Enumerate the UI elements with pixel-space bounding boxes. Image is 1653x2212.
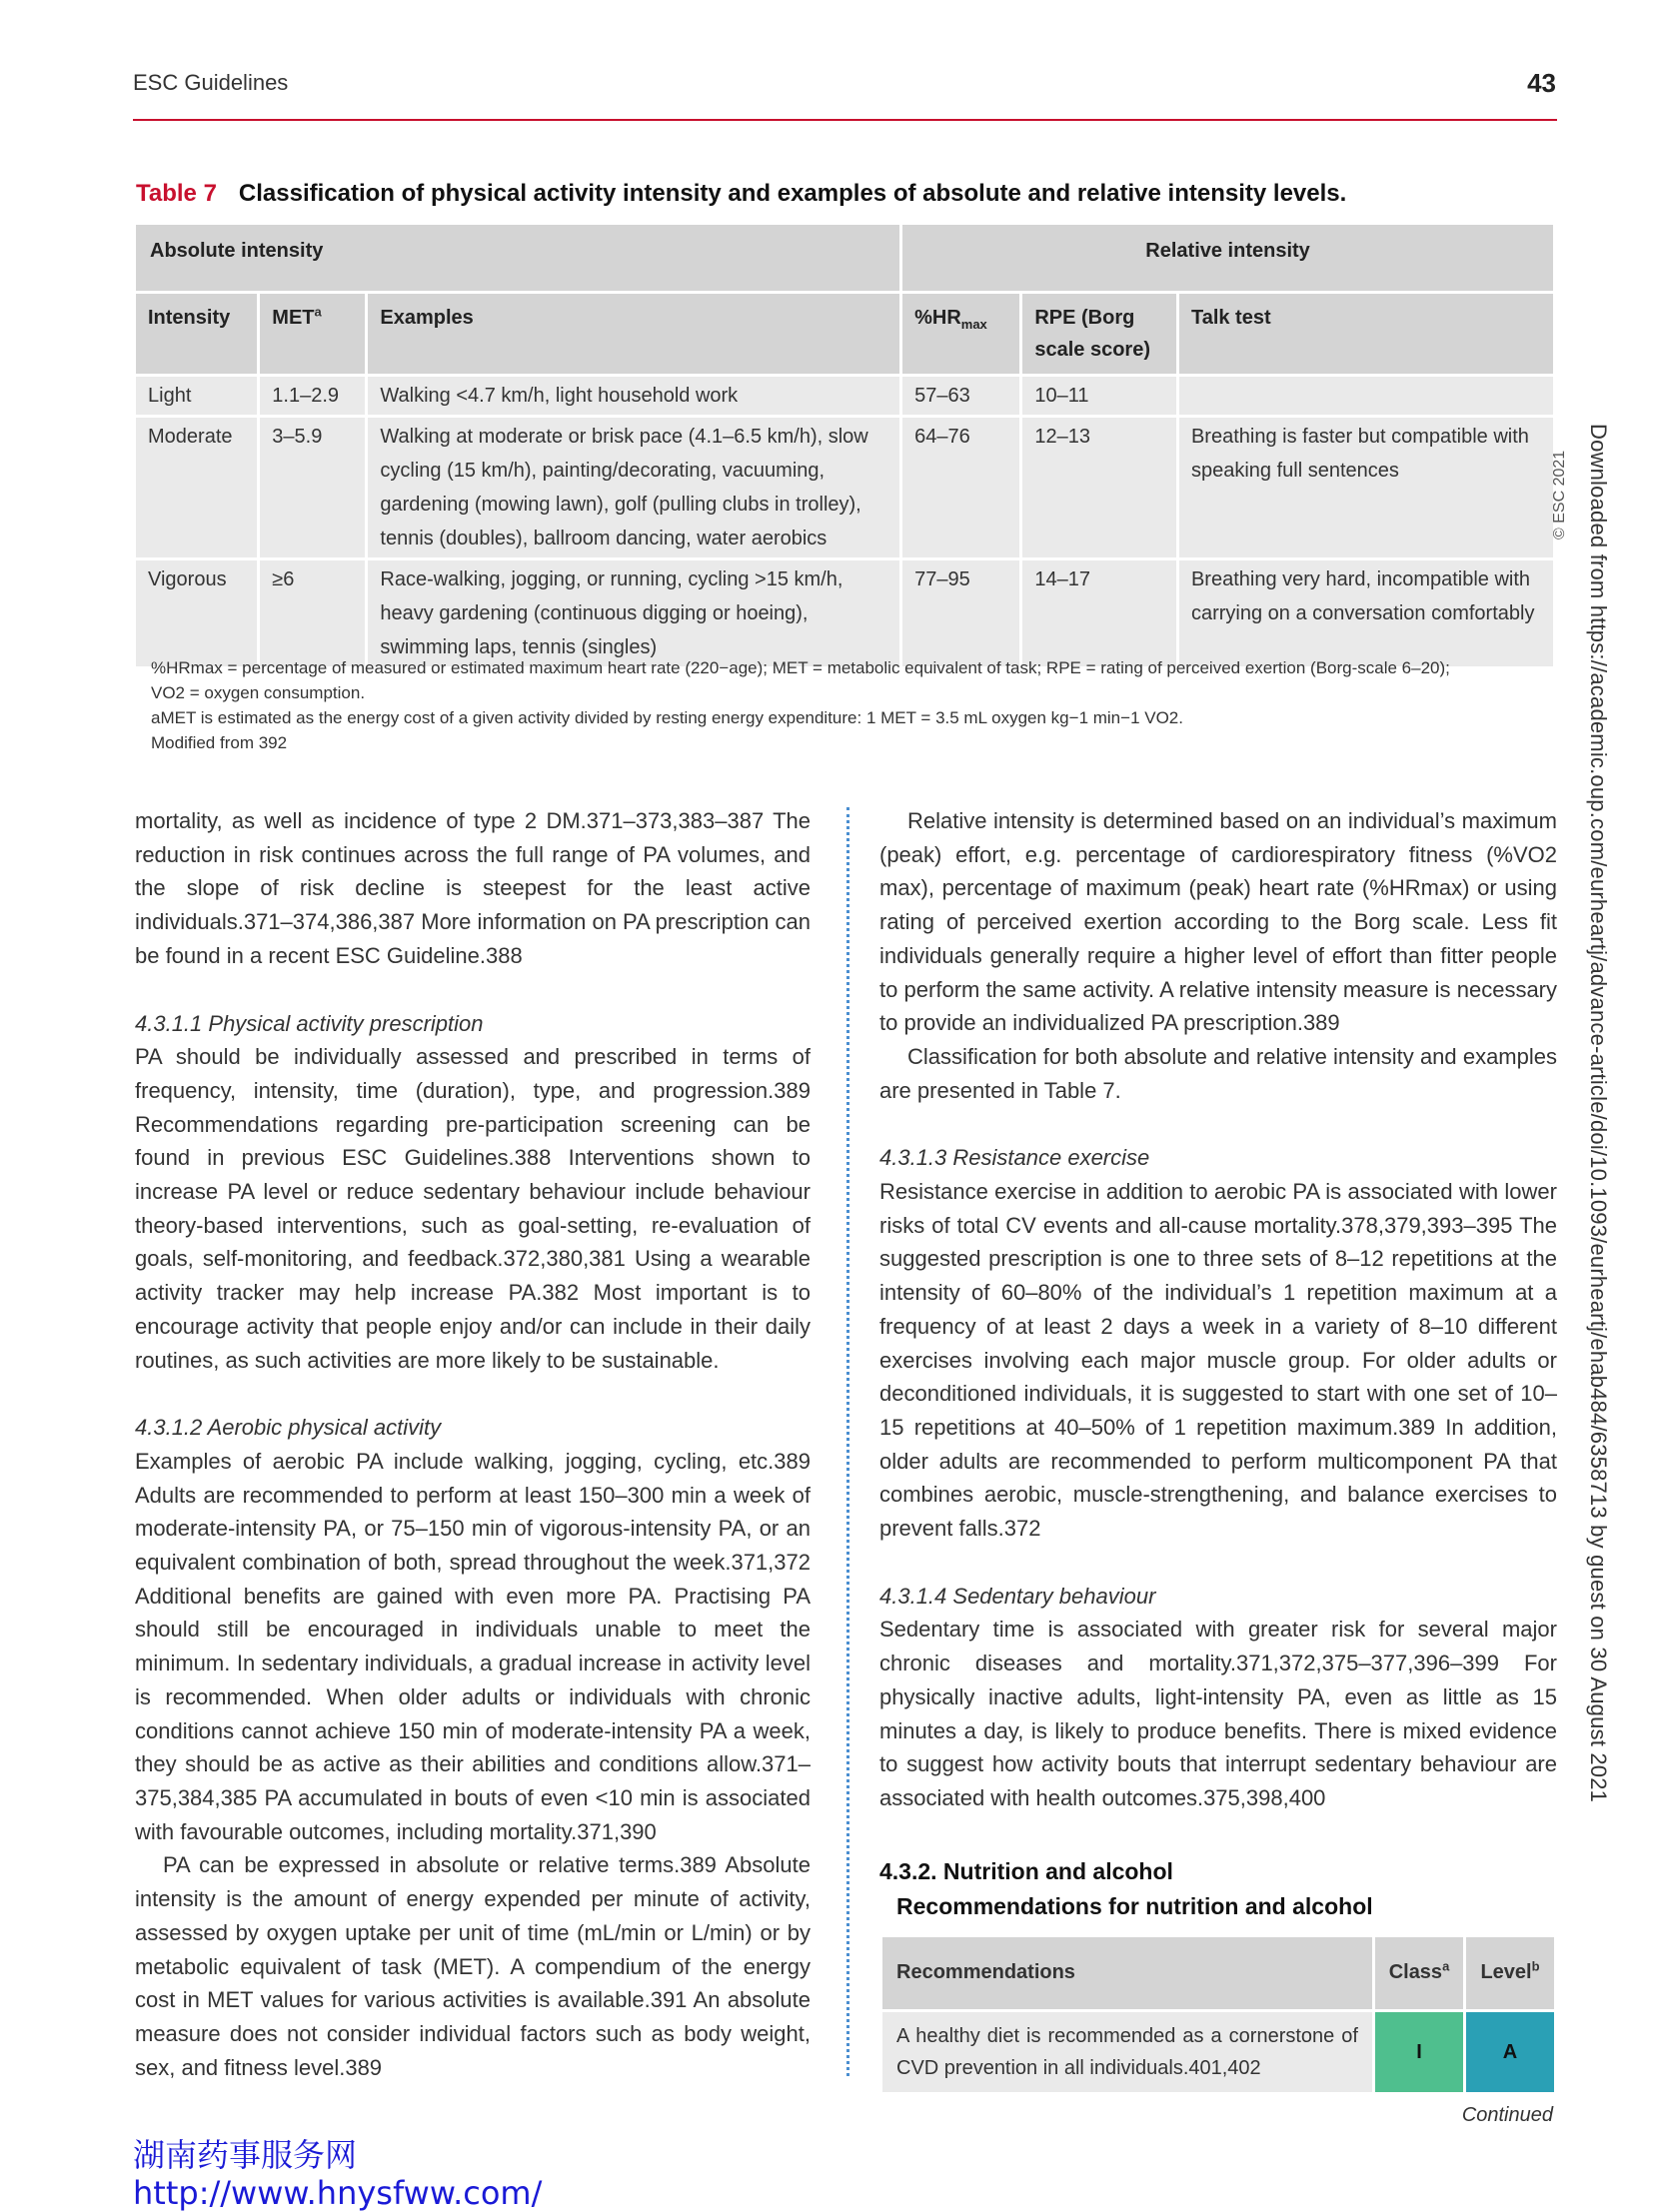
body-paragraph: mortality, as well as incidence of type 2 DM.371–373,383–387 The reduction in risk continues across the full range of PA volumes, and the slope of risk decline is steepest for the least active individuals.371–374,386,387 More information on PA prescription can be found in a recent ESC Guideline.388: [135, 808, 811, 968]
group-header-absolute: Absolute intensity: [136, 225, 899, 291]
section-heading-4314: 4.3.1.4 Sedentary behaviour: [879, 1583, 1156, 1609]
rec-level-badge: A: [1466, 2012, 1554, 2092]
section-heading-432: 4.3.2. Nutrition and alcohol: [879, 1857, 1173, 1884]
section-heading-4312: 4.3.1.2 Aerobic physical activity: [135, 1415, 442, 1441]
col-header-talk-test: Talk test: [1179, 294, 1553, 374]
continued-label: Continued: [1461, 2104, 1553, 2127]
cell-examples: Walking at moderate or brisk pace (4.1–6.5 km/h), slow cycling (15 km/h), painting/decorating, vacuuming, gardening (mowing lawn), golf (pulling clubs in trolley), tennis (doubles), ballroom dancing, water aerobics: [368, 418, 899, 557]
rec-col-header-recommendations: Recommendations: [882, 1937, 1372, 2009]
esc-copyright: © ESC 2021: [1551, 450, 1568, 540]
table-caption: [136, 180, 1346, 208]
cell-talk-test: Breathing is faster but compatible with speaking full sentences: [1179, 418, 1553, 557]
cell-met: 1.1–2.9: [260, 377, 365, 415]
recommendations-title: Recommendations for nutrition and alcohol: [896, 1893, 1373, 1920]
cell-hrmax: 57–63: [902, 377, 1019, 415]
cell-intensity: Vigorous: [136, 560, 257, 666]
section-heading-4311: 4.3.1.1 Physical activity prescription: [135, 1010, 484, 1036]
cell-met: 3–5.9: [260, 418, 365, 557]
table-footnotes: [151, 655, 1550, 755]
recommendations-table: [879, 1934, 1557, 2095]
body-paragraph: Sedentary time is associated with greater risk for several major chronic diseases and mortality.371,372,375–377,396–399 For physically inactive adults, light-intensity PA, even as little as 15 minutes a day, is likely to produce benefits. There is mixed evidence to suggest how activity bouts that interrupt sedentary behaviour are associated with health outcomes.375,398,400: [879, 1617, 1557, 1810]
body-paragraph: PA should be individually assessed and prescribed in terms of frequency, intensity, time (duration), type, and progression.389 Recommendations regarding pre-participation screening can be found in previous ESC Guidelines.388 Interventions shown to increase PA level or reduce sedentary behaviour include behaviour theory-based interventions, such as goal-setting, re-evaluation of goals, self-monitoring, and feedback.372,380,381 Using a wearable activity tracker may help increase PA.382 Most important is to encourage activity that people enjoy and/or can include in their daily routines, as such activities are more likely to be sustainable.: [135, 1044, 811, 1373]
activity-intensity-table: [133, 222, 1556, 669]
table-row: [136, 377, 1553, 415]
body-paragraph: PA can be expressed in absolute or relative terms.389 Absolute intensity is the amount of energy expended per minute of activity, assessed by oxygen uptake per unit of time (mL/min or L/min) or by metabolic equivalent of task (MET). A compendium of the energy cost in MET values for various activities is available.391 An absolute measure does not consider individual factors such as body weight, sex, and fitness level.389: [135, 1852, 811, 2080]
table-label: Table 7: [136, 180, 217, 207]
col-header-rpe: RPE (Borg scale score): [1022, 294, 1176, 374]
body-paragraph: Examples of aerobic PA include walking, jogging, cycling, etc.389 Adults are recommended to perform at least 150–300 min a week of moderate-intensity PA, or 75–150 min of vigorous-intensity PA, or an equivalent combination of both, spread throughout the week.371,372 Additional benefits are gained with even more PA. Practising PA should still be encouraged in individuals unable to meet the minimum. In sedentary individuals, a gradual increase in activity level is recommended. When older adults or individuals with chronic conditions cannot achieve 150 min of moderate-intensity PA a week, they should be as active as their abilities and conditions allow.371–375,384,385 PA accumulated in bouts of even <10 min is associated with favourable outcomes, including mortality.371,390: [135, 1448, 811, 1844]
cell-examples: Race-walking, jogging, or running, cycling >15 km/h, heavy gardening (continuous digging or hoeing), swimming laps, tennis (singles): [368, 560, 899, 666]
watermark: [133, 2136, 542, 2212]
cell-rpe: 14–17: [1022, 560, 1176, 666]
cell-rpe: 12–13: [1022, 418, 1176, 557]
left-column: [135, 804, 811, 2084]
table-row: [136, 560, 1553, 666]
col-header-intensity: Intensity: [136, 294, 257, 374]
download-notice: Downloaded from https://academic.oup.com/eurheartj/advance-article/doi/10.1093/eurheartj/ehab484/6358713 by guest on 30 August 2021: [1586, 424, 1611, 1803]
rec-class-badge: I: [1375, 2012, 1463, 2092]
footnote-source: Modified from 392: [151, 733, 288, 752]
cell-talk-test: [1179, 377, 1553, 415]
body-paragraph: Resistance exercise in addition to aerobic PA is associated with lower risks of total CV events and all-cause mortality.378,379,393–395 The suggested prescription is one to three sets of 8–12 repetitions at the intensity of 60–80% of the individual’s 1 repetition maximum at a frequency of at least 2 days a week in a variety of 8–10 different exercises involving each major muscle group. For older adults or deconditioned individuals, it is suggested to start with one set of 10–15 repetitions at 40–50% of 1 repetition maximum.389 In addition, older adults are recommended to perform multicomponent PA that combines aerobic, muscle-strengthening, and balance exercises to prevent falls.372: [879, 1179, 1557, 1542]
header-rule: [133, 119, 1557, 121]
table-caption-text: Classification of physical activity intensity and examples of absolute and relative intensity levels.: [238, 180, 1347, 207]
section-heading-4313: 4.3.1.3 Resistance exercise: [879, 1145, 1150, 1171]
running-header-title: ESC Guidelines: [133, 70, 289, 95]
footnote-abbreviations: %HRmax = percentage of measured or estimated maximum heart rate (220−age); MET = metabolic equivalent of task; RPE = rating of perceived exertion (Borg-scale 6–20);: [151, 658, 1450, 677]
body-paragraph: Relative intensity is determined based on an individual’s maximum (peak) effort, e.g. percentage of cardiorespiratory fitness (%VO2 max), percentage of maximum (peak) heart rate (%HRmax) or using rating of perceived exertion according to the Borg scale. Less fit individuals generally require a higher level of effort than fitter people to perform the same activity. A relative intensity measure is necessary to provide an individualized PA prescription.389: [879, 808, 1557, 1036]
watermark-site-name: 湖南药事服务网: [133, 2136, 358, 2174]
footnote-vo2: VO2 = oxygen consumption.: [151, 683, 366, 702]
col-header-hrmax: $\%HR_{max}$: [902, 294, 1019, 374]
rec-col-header-class: Class$^a$: [1375, 1937, 1463, 2009]
cell-met: ≥6: [260, 560, 365, 666]
group-header-relative: Relative intensity: [902, 225, 1553, 291]
cell-intensity: Moderate: [136, 418, 257, 557]
col-header-met: MET$^a$: [260, 294, 365, 374]
cell-hrmax: 64–76: [902, 418, 1019, 557]
cell-intensity: Light: [136, 377, 257, 415]
rec-col-header-level: Level$^b$: [1466, 1937, 1554, 2009]
footnote-met: aMET is estimated as the energy cost of a given activity divided by resting energy expenditure: 1 MET = 3.5 mL oxygen kg−1 min−1 VO2.: [151, 708, 1183, 727]
rec-text: A healthy diet is recommended as a cornerstone of CVD prevention in all individuals.401,402: [882, 2012, 1372, 2092]
cell-talk-test: Breathing very hard, incompatible with carrying on a conversation comfortably: [1179, 560, 1553, 666]
cell-hrmax: 77–95: [902, 560, 1019, 666]
cell-examples: Walking <4.7 km/h, light household work: [368, 377, 899, 415]
table-row: [136, 418, 1553, 557]
cell-rpe: 10–11: [1022, 377, 1176, 415]
watermark-url[interactable]: http://www.hnysfww.com/: [133, 2174, 543, 2212]
table-row: [882, 2012, 1554, 2092]
body-paragraph: Classification for both absolute and relative intensity and examples are presented in Table 7.: [879, 1043, 1557, 1103]
page-number: 43: [1527, 68, 1556, 98]
col-header-examples: Examples: [368, 294, 899, 374]
right-column: [879, 804, 1557, 2133]
column-divider: [846, 807, 849, 2076]
